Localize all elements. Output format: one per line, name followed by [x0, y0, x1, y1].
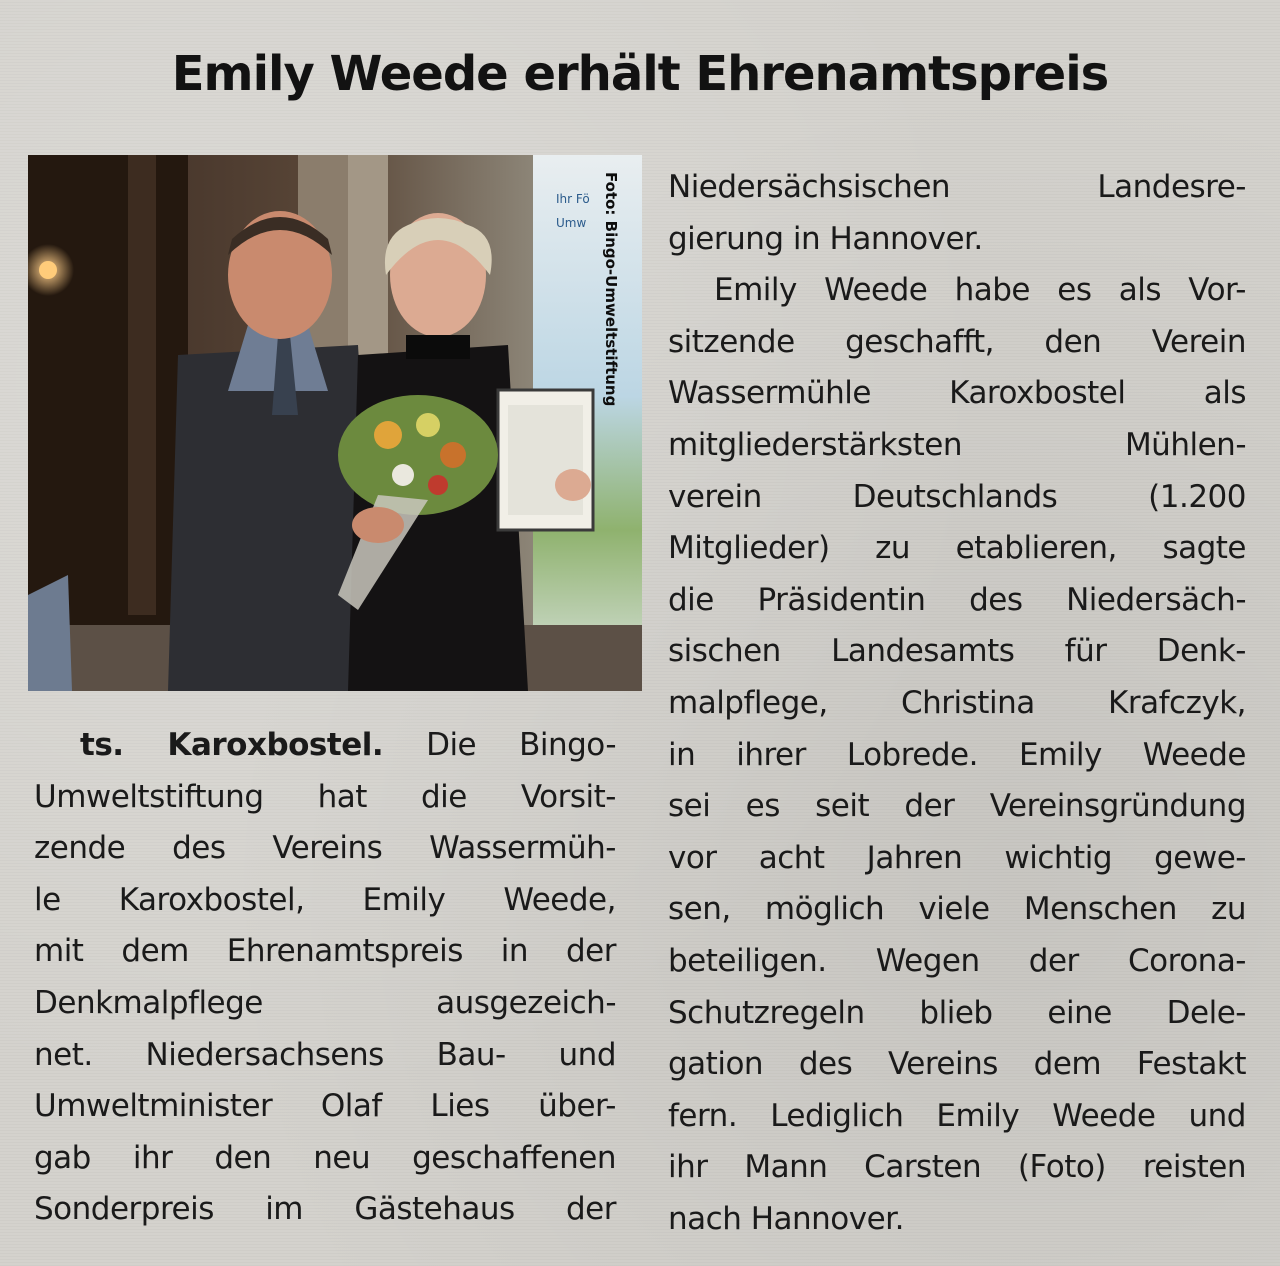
article-line: sischen Landesamts für Denk- — [668, 633, 1246, 670]
photo-banner-line-1: Ihr Fö — [556, 192, 590, 206]
article-lead-location: ts. Karoxbostel. — [80, 727, 384, 763]
article-column-left — [34, 720, 616, 1236]
photo-image — [28, 155, 642, 691]
article-line: Sonderpreis im Gästehaus der — [34, 1191, 616, 1228]
article-line: in ihrer Lobrede. Emily Weede — [668, 736, 1246, 773]
article-line: vor acht Jahren wichtig gewe- — [668, 839, 1246, 876]
article-line: ihr Mann Carsten (Foto) reisten — [668, 1149, 1246, 1186]
photo-credit: Foto: Bingo-Umweltstiftung — [602, 172, 620, 407]
photo-banner-line-2: Umw — [556, 216, 587, 230]
article-line — [34, 720, 616, 772]
article-line: gab ihr den neu geschaffenen — [34, 1139, 616, 1176]
article-line: nach Hannover. — [668, 1200, 904, 1237]
article-line: Umweltminister Olaf Lies über- — [34, 1088, 616, 1125]
article-line: Wassermühle Karoxbostel als — [668, 375, 1246, 412]
article-line: fern. Lediglich Emily Weede und — [668, 1097, 1246, 1134]
article-line: sei es seit der Vereinsgründung — [668, 788, 1246, 825]
article-text: Die Bingo- — [426, 727, 617, 763]
article-line: sitzende geschafft, den Verein — [668, 323, 1246, 360]
article-line: die Präsidentin des Niedersäch- — [668, 581, 1246, 618]
article-photo — [28, 155, 642, 691]
article-line: gation des Vereins dem Festakt — [668, 1046, 1246, 1083]
article-line: zende des Vereins Wassermüh- — [34, 830, 616, 867]
article-headline: Emily Weede erhält Ehrenamtspreis — [171, 46, 1109, 102]
article-line: mitgliederstärksten Mühlen- — [668, 426, 1246, 463]
article-line: malpflege, Christina Krafczyk, — [668, 684, 1246, 721]
article-column-right — [668, 162, 1246, 1245]
article-line: sen, möglich viele Menschen zu — [668, 891, 1246, 928]
article-line: Denkmalpflege ausgezeich- — [34, 984, 616, 1021]
article-line: gierung in Hannover. — [668, 220, 983, 257]
article-line: net. Niedersachsens Bau- und — [34, 1036, 616, 1073]
article-line: beteiligen. Wegen der Corona- — [668, 942, 1246, 979]
article-line: Mitglieder) zu etablieren, sagte — [668, 530, 1246, 567]
article-line — [668, 265, 1246, 317]
article-line: verein Deutschlands (1.200 — [668, 478, 1246, 515]
article-line: mit dem Ehrenamtspreis in der — [34, 933, 616, 970]
article-line: le Karoxbostel, Emily Weede, — [34, 881, 616, 918]
article-line: Niedersächsischen Landesre- — [668, 169, 1246, 205]
article-line: Schutzregeln blieb eine Dele- — [668, 994, 1246, 1031]
article-line: Umweltstiftung hat die Vorsit- — [34, 778, 616, 815]
article-text: Emily Weede habe es als Vor- — [714, 272, 1246, 309]
